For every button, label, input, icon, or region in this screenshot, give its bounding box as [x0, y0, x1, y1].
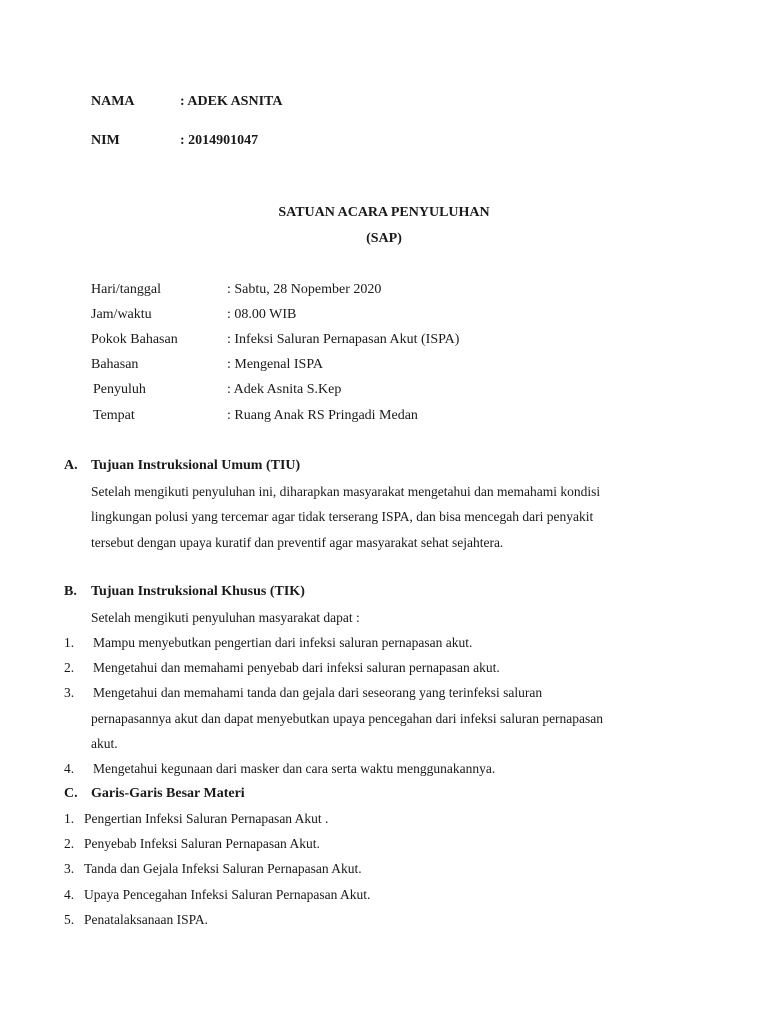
- list-item: Penyebab Infeksi Saluran Pernapasan Akut.: [84, 836, 320, 851]
- list-item-number: 2.: [64, 836, 75, 851]
- list-item: Mengetahui dan memahami tanda dan gejala dari seseorang yang terinfeksi saluran: [93, 685, 543, 700]
- info-value-jam: : 08.00 WIB: [227, 307, 297, 322]
- document-subtitle: (SAP): [366, 231, 402, 246]
- section-a-line: Setelah mengikuti penyuluhan ini, diharapkan masyarakat mengetahui dan memahami kondisi: [91, 484, 601, 499]
- nim-label: NIM: [91, 133, 120, 148]
- nama-label: NAMA: [91, 94, 135, 109]
- info-label-penyuluh: Penyuluh: [93, 382, 146, 397]
- info-label-hari: Hari/tanggal: [91, 282, 161, 297]
- list-item: Mengetahui dan memahami penyebab dari infeksi saluran pernapasan akut.: [93, 660, 500, 675]
- info-value-hari: : Sabtu, 28 Nopember 2020: [227, 282, 382, 297]
- list-item-number: 3.: [64, 685, 75, 700]
- list-item-number: 4.: [64, 887, 75, 902]
- list-item: Mampu menyebutkan pengertian dari infeksi saluran pernapasan akut.: [93, 635, 473, 650]
- info-label-jam: Jam/waktu: [91, 307, 152, 322]
- list-item: Tanda dan Gejala Infeksi Saluran Pernapasan Akut.: [84, 861, 362, 876]
- list-item: Upaya Pencegahan Infeksi Saluran Pernapasan Akut.: [84, 887, 371, 902]
- section-c-letter: C.: [64, 786, 78, 801]
- list-item-continuation: akut.: [91, 736, 118, 751]
- document-title: SATUAN ACARA PENYULUHAN: [278, 205, 490, 220]
- section-a-line: lingkungan polusi yang tercemar agar tidak terserang ISPA, dan bisa mencegah dari penyakit: [91, 509, 594, 524]
- section-c-title: Garis-Garis Besar Materi: [91, 786, 245, 801]
- list-item: Penatalaksanaan ISPA.: [84, 912, 208, 927]
- section-b-intro: Setelah mengikuti penyuluhan masyarakat dapat :: [91, 610, 360, 625]
- section-b-title: Tujuan Instruksional Khusus (TIK): [91, 584, 305, 599]
- section-b-letter: B.: [64, 584, 77, 599]
- list-item-number: 5.: [64, 912, 75, 927]
- list-item-continuation: pernapasannya akut dan dapat menyebutkan upaya pencegahan dari infeksi saluran pernapasan: [91, 711, 604, 726]
- list-item-number: 4.: [64, 761, 75, 776]
- info-label-bahasan: Bahasan: [91, 357, 139, 372]
- list-item: Mengetahui kegunaan dari masker dan cara serta waktu menggunakannya.: [93, 761, 496, 776]
- info-label-pokok: Pokok Bahasan: [91, 332, 178, 347]
- info-value-tempat: : Ruang Anak RS Pringadi Medan: [227, 408, 418, 423]
- list-item: Pengertian Infeksi Saluran Pernapasan Akut .: [84, 811, 329, 826]
- section-a-title: Tujuan Instruksional Umum (TIU): [91, 458, 301, 473]
- list-item-number: 2.: [64, 660, 75, 675]
- info-value-bahasan: : Mengenal ISPA: [227, 357, 323, 372]
- nim-value: : 2014901047: [180, 133, 259, 148]
- info-value-pokok: : Infeksi Saluran Pernapasan Akut (ISPA): [227, 332, 460, 347]
- section-a-line: tersebut dengan upaya kuratif dan preventif agar masyarakat sehat sejahtera.: [91, 535, 504, 550]
- list-item-number: 1.: [64, 811, 75, 826]
- info-value-penyuluh: : Adek Asnita S.Kep: [227, 382, 342, 397]
- section-a-letter: A.: [64, 458, 78, 473]
- nama-value: : ADEK ASNITA: [180, 94, 283, 109]
- info-label-tempat: Tempat: [93, 408, 135, 423]
- list-item-number: 1.: [64, 635, 75, 650]
- list-item-number: 3.: [64, 861, 75, 876]
